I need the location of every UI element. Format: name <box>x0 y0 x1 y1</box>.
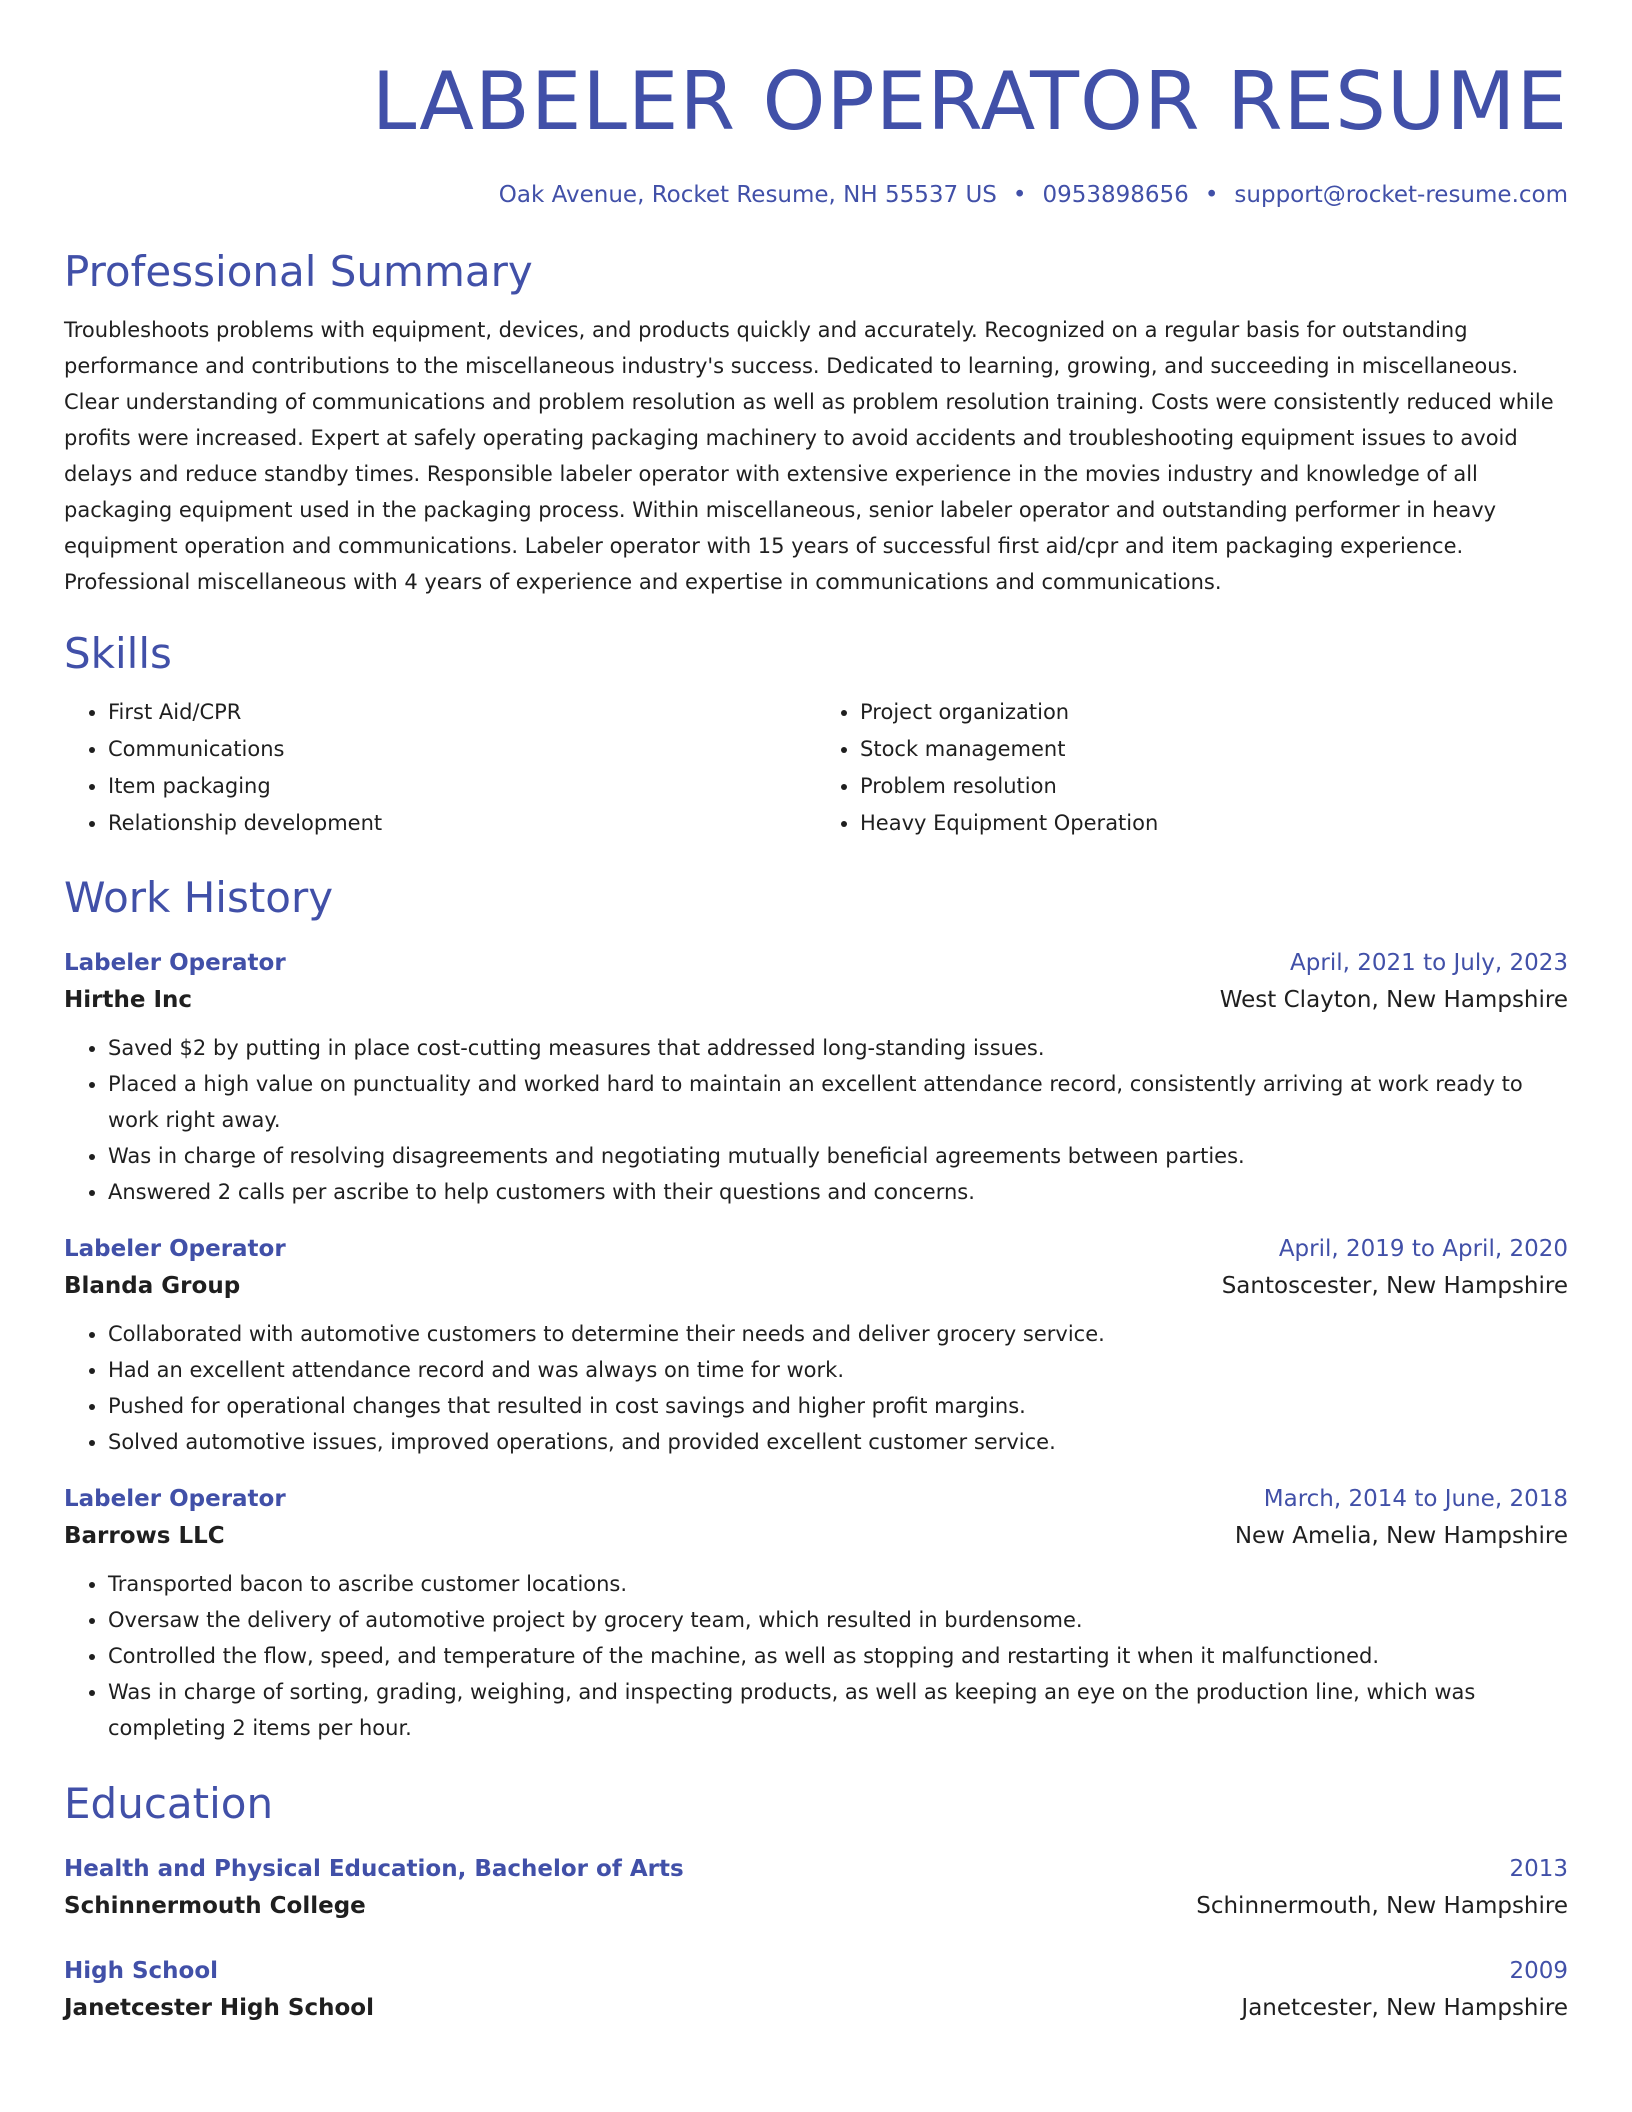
skills-heading: Skills <box>64 629 172 678</box>
skill-item: • Project organization <box>860 694 1568 731</box>
job-dates: April, 2021 to July, 2023 <box>1290 950 1568 976</box>
job-bullet: • Transported bacon to ascribe customer locations. <box>108 1566 1568 1602</box>
education-degree: High School <box>64 1958 219 1984</box>
education-location: Schinnermouth, New Hampshire <box>1196 1893 1568 1919</box>
education-header-row <box>64 1954 1568 1988</box>
skill-item: • Item packaging <box>108 768 816 805</box>
job-bullet: • Saved $2 by putting in place cost-cutting measures that addressed long-standing issues. <box>108 1030 1568 1066</box>
contact-email[interactable]: support@rocket-resume.com <box>1234 182 1568 208</box>
job-bullets <box>64 1316 1568 1460</box>
job-entry <box>64 946 1568 1210</box>
job-location: West Clayton, New Hampshire <box>1219 987 1568 1013</box>
job-dates: March, 2014 to June, 2018 <box>1263 1486 1568 1512</box>
job-bullet: • Controlled the flow, speed, and temperature of the machine, as well as stopping and restarting it when it malfunctioned. <box>108 1638 1568 1674</box>
job-title: Labeler Operator <box>64 950 286 976</box>
education-entry <box>64 1954 1568 2028</box>
job-bullet: • Solved automotive issues, improved operations, and provided excellent customer service. <box>108 1424 1568 1460</box>
skills-column-right <box>816 694 1568 842</box>
summary-heading: Professional Summary <box>64 247 533 296</box>
contact-address: Oak Avenue, Rocket Resume, NH 55537 US <box>498 182 997 208</box>
job-bullet: • Placed a high value on punctuality and worked hard to maintain an excellent attendance record, consistently arriving at work ready to work right away. <box>108 1066 1568 1138</box>
education-school: Schinnermouth College <box>64 1893 366 1919</box>
job-entry <box>64 1232 1568 1460</box>
work-history-heading: Work History <box>64 873 334 922</box>
job-header-row <box>64 946 1568 980</box>
education-school: Janetcester High School <box>64 1995 374 2021</box>
contact-separator: • <box>1204 182 1219 208</box>
job-company-row <box>64 1516 1568 1556</box>
education-year: 2009 <box>1509 1958 1568 1984</box>
contact-line <box>64 180 1568 210</box>
job-bullet: • Pushed for operational changes that resulted in cost savings and higher profit margins. <box>108 1388 1568 1424</box>
skill-item: • Heavy Equipment Operation <box>860 805 1568 842</box>
education-school-row <box>64 1988 1568 2028</box>
skill-item: • First Aid/CPR <box>108 694 816 731</box>
contact-phone: 0953898656 <box>1042 182 1189 208</box>
job-bullet: • Collaborated with automotive customers to determine their needs and deliver grocery service. <box>108 1316 1568 1352</box>
job-bullet: • Answered 2 calls per ascribe to help customers with their questions and concerns. <box>108 1174 1568 1210</box>
job-header-row <box>64 1482 1568 1516</box>
job-company: Hirthe Inc <box>64 987 193 1013</box>
summary-text: Troubleshoots problems with equipment, devices, and products quickly and accurately. Recognized on a regular basis for outstanding performance and contributions to the miscellaneous industry's success. Dedicated to learning, growing, and succeeding in miscellaneous. Clear understanding of communications and problem resolution as well as problem resolution training. Costs were consistently reduced while profits were increased. Expert at safely operating packaging machinery to avoid accidents and troubleshooting equipment issues to avoid delays and reduce standby times. Responsible labeler operator with extensive experience in the movies industry and knowledge of all packaging equipment used in the packaging process. Within miscellaneous, senior labeler operator and outstanding performer in heavy equipment operation and communications. Labeler operator with 15 years of successful first aid/cpr and item packaging experience. Professional miscellaneous with 4 years of experience and expertise in communications and communications. <box>64 318 1554 594</box>
skill-item: • Relationship development <box>108 805 816 842</box>
skills-list <box>64 694 1568 842</box>
resume-title: LABELER OPERATOR RESUME <box>371 55 1568 148</box>
job-company-row <box>64 1266 1568 1306</box>
job-company-row <box>64 980 1568 1020</box>
job-dates: April, 2019 to April, 2020 <box>1278 1236 1568 1262</box>
job-bullets <box>64 1030 1568 1210</box>
job-header-row <box>64 1232 1568 1266</box>
education-school-row <box>64 1886 1568 1926</box>
education-entry <box>64 1852 1568 1926</box>
education-header-row <box>64 1852 1568 1886</box>
education-degree: Health and Physical Education, Bachelor of Arts <box>64 1856 684 1882</box>
job-location: New Amelia, New Hampshire <box>1234 1523 1568 1549</box>
job-bullet: • Was in charge of sorting, grading, weighing, and inspecting products, as well as keeping an eye on the production line, which was completing 2 items per hour. <box>108 1674 1568 1746</box>
job-company: Barrows LLC <box>64 1523 225 1549</box>
job-bullets <box>64 1566 1568 1746</box>
skill-item: • Problem resolution <box>860 768 1568 805</box>
contact-separator: • <box>1012 182 1027 208</box>
job-bullet: • Oversaw the delivery of automotive project by grocery team, which resulted in burdensome. <box>108 1602 1568 1638</box>
skill-item: • Stock management <box>860 731 1568 768</box>
job-company: Blanda Group <box>64 1273 241 1299</box>
skills-column-left <box>64 694 816 842</box>
job-location: Santoscester, New Hampshire <box>1221 1273 1568 1299</box>
education-heading: Education <box>64 1779 274 1828</box>
education-year: 2013 <box>1509 1856 1568 1882</box>
education-location: Janetcester, New Hampshire <box>1241 1995 1568 2021</box>
job-bullet: • Had an excellent attendance record and was always on time for work. <box>108 1352 1568 1388</box>
job-bullet: • Was in charge of resolving disagreements and negotiating mutually beneficial agreements between parties. <box>108 1138 1568 1174</box>
skill-item: • Communications <box>108 731 816 768</box>
job-title: Labeler Operator <box>64 1486 286 1512</box>
job-entry <box>64 1482 1568 1746</box>
job-title: Labeler Operator <box>64 1236 286 1262</box>
